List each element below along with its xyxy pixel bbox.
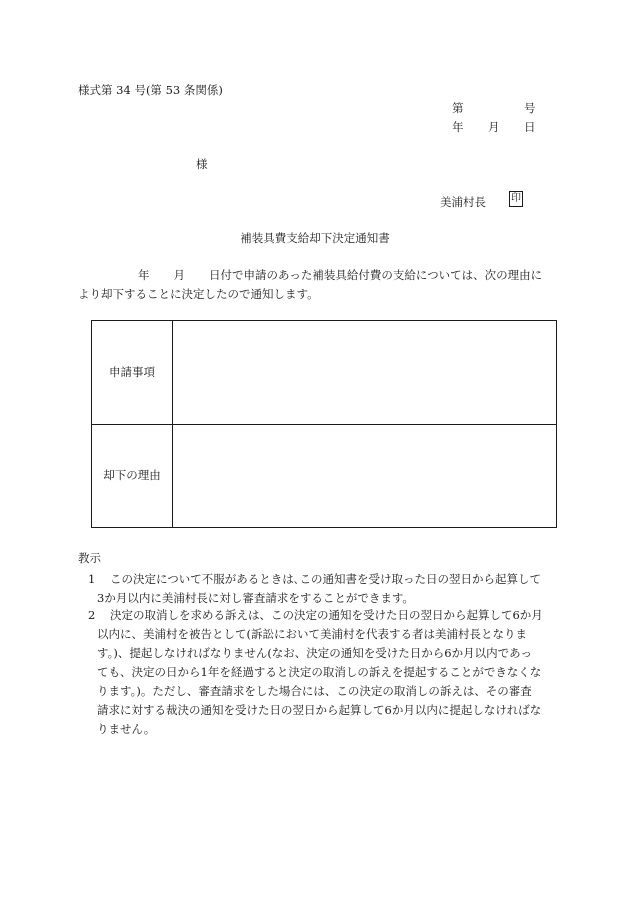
table-row-rejection [92, 424, 556, 527]
body-paragraph [78, 266, 558, 304]
info-table [91, 320, 557, 528]
table-row-request [92, 321, 556, 425]
body-line1-text: 日付で申請のあった補装具給付費の支給については、次の理由に [209, 268, 543, 282]
request-item-label: 申請事項 [109, 365, 155, 380]
rejection-reason-value[interactable] [173, 424, 556, 527]
addressee-suffix: 様 [196, 157, 208, 171]
note-line: 決定の取消しを求める訴えは、この決定の通知を受けた日の翌日から起算して6か月 [110, 608, 543, 622]
note-line: この決定について不服があるときは､この通知書を受け取った日の翌日から起算して [110, 572, 542, 586]
document-title: 補装具費支給却下決定通知書 [240, 231, 390, 245]
body-month-label: 月 [173, 268, 185, 282]
note-text [97, 606, 558, 739]
table-label-cell [92, 424, 173, 527]
issuer-name: 美浦村長 [440, 195, 486, 209]
note-item [88, 570, 558, 608]
document-number-suffix: 号 [524, 101, 536, 115]
note-number: 2 [88, 608, 96, 622]
date-year-label: 年 [452, 120, 464, 134]
note-line: ります。)。ただし、審査請求をした場合には、この決定の取消しの訴えは、その審査 [97, 684, 532, 698]
note-line: 以内に、美浦村を被告として(訴訟において美浦村を代表する者は美浦村長となりま [97, 627, 527, 641]
rejection-reason-label: 却下の理由 [103, 468, 161, 483]
seal-mark: 印 [509, 191, 523, 207]
body-line2-text: より却下することに決定したので通知します。 [78, 287, 319, 301]
note-line: りません。 [97, 722, 156, 736]
note-text [97, 570, 558, 608]
table-label-cell [92, 321, 173, 424]
date-day-label: 日 [524, 120, 536, 134]
document-number-prefix: 第 [452, 101, 464, 115]
date-month-label: 月 [488, 120, 500, 134]
notes-heading: 教示 [78, 551, 101, 565]
request-item-value[interactable] [173, 321, 556, 424]
note-line: 請求に対する裁決の通知を受けた日の翌日から起算して6か月以内に提起しなければな [97, 703, 542, 717]
note-line: す。)、提起しなければなりません(なお、決定の通知を受けた日から6か月以内であっ [97, 646, 533, 660]
note-item [88, 606, 558, 739]
note-line: ても、決定の日から1年を経過すると決定の取消しの訴えを提起することができなくな [97, 665, 542, 679]
body-year-label: 年 [138, 268, 150, 282]
note-number: 1 [88, 572, 96, 586]
note-line: 3か月以内に美浦村長に対し審査請求をすることができます。 [97, 591, 414, 605]
form-number: 様式第 34 号(第 53 条関係) [78, 83, 223, 97]
